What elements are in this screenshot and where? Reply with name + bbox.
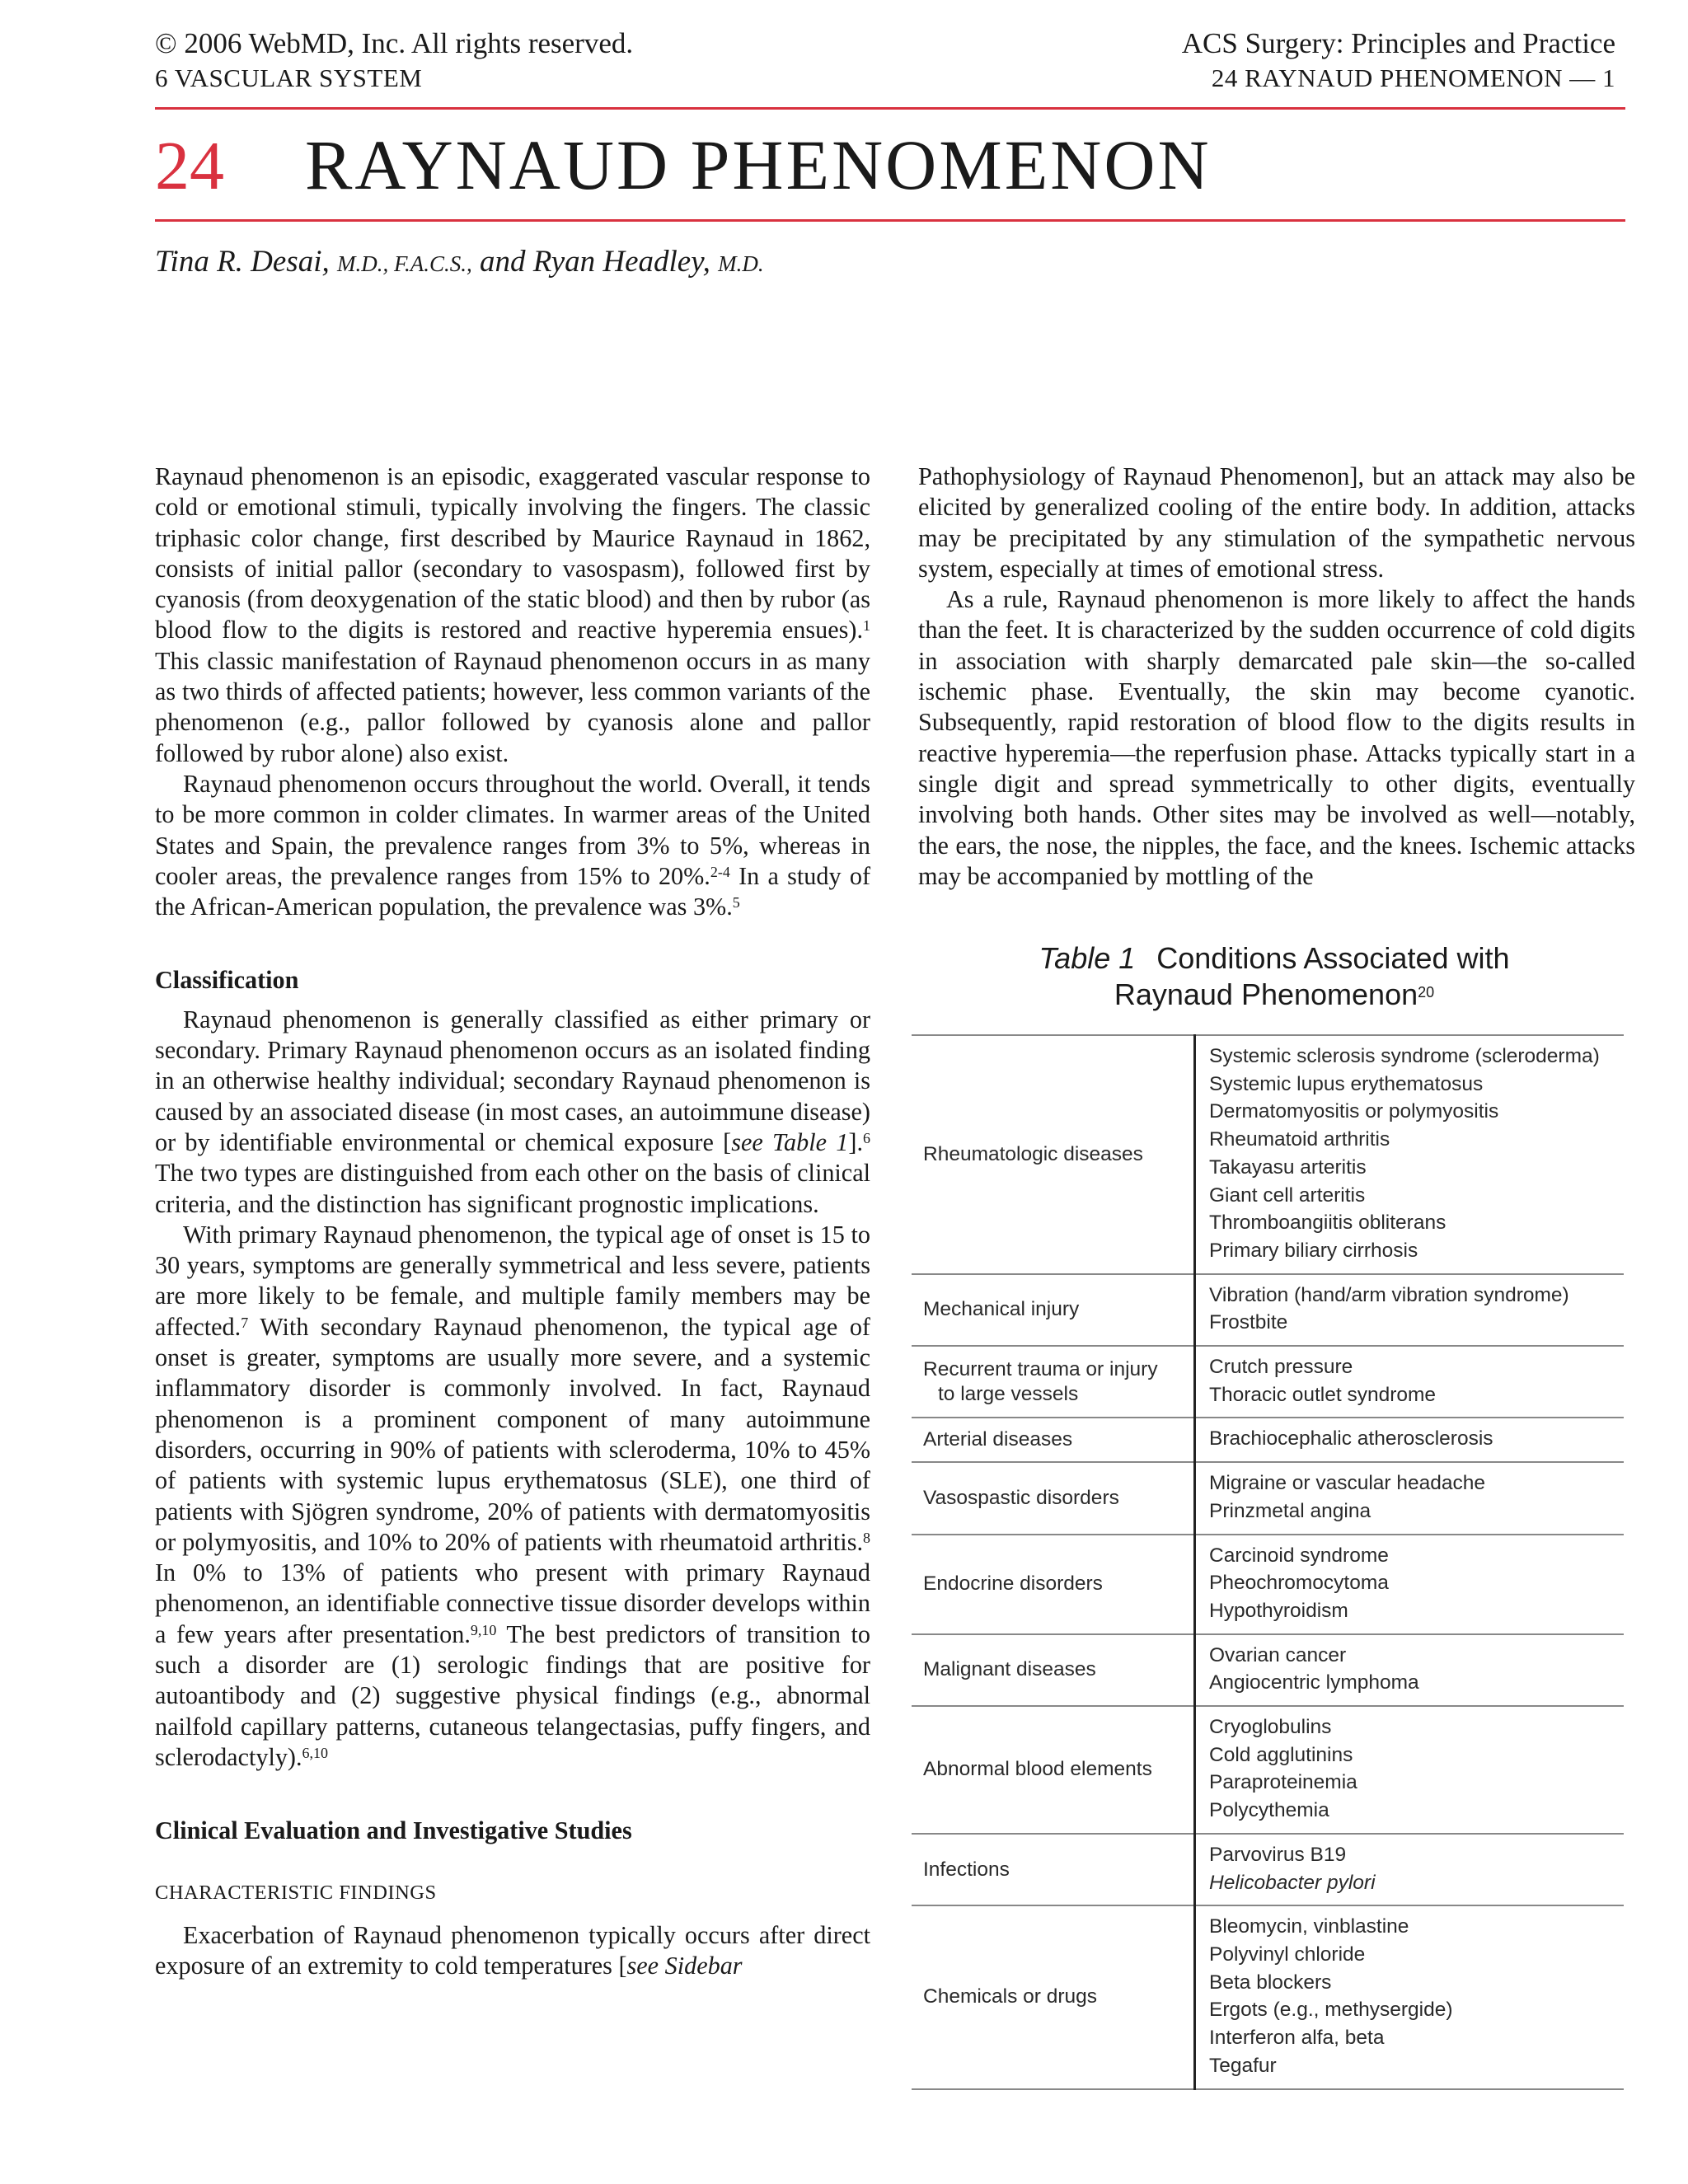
- table-row: [912, 1905, 1624, 2088]
- condition-item: Beta blockers: [1209, 1971, 1332, 1994]
- condition-item: Parvovirus B19: [1209, 1843, 1347, 1866]
- paragraph: Pathophysiology of Raynaud Phenomenon], but an attack may also be elicited by generalized cooling of the entire body. In addition, attacks may be precipitated by any stimulation of the sympathetic nervous system, especially at times of emotional stress.: [918, 462, 1635, 583]
- condition-item: Paraproteinemia: [1209, 1771, 1357, 1794]
- condition-item: Migraine or vascular headache: [1209, 1472, 1486, 1495]
- category-label: Vasospastic disorders: [923, 1486, 1119, 1509]
- section-line: 6 VASCULAR SYSTEM: [155, 63, 423, 92]
- table-category: [912, 1905, 1195, 2088]
- condition-item: Rheumatoid arthritis: [1209, 1128, 1390, 1151]
- condition-item: Polyvinyl chloride: [1209, 1943, 1366, 1966]
- table-row: [912, 1634, 1624, 1706]
- table-conditions: [1195, 1535, 1625, 1634]
- condition-item: Polycythemia: [1209, 1799, 1329, 1822]
- table-row: [912, 1834, 1624, 1905]
- table-category: [912, 1274, 1195, 1346]
- author-1: Tina R. Desai,: [155, 245, 330, 279]
- table-conditions: [1195, 1706, 1625, 1834]
- category-label: Infections: [923, 1858, 1010, 1881]
- running-title: 24 RAYNAUD PHENOMENON — 1: [1211, 63, 1615, 92]
- section-heading-classification: Classification: [155, 966, 299, 995]
- category-label-continued: to large vessels: [938, 1382, 1079, 1405]
- condition-item: Thromboangiitis obliterans: [1209, 1212, 1447, 1235]
- table-row: [912, 1418, 1624, 1462]
- condition-item: Hypothyroidism: [1209, 1599, 1348, 1622]
- condition-item: Dermatomyositis or polymyositis: [1209, 1100, 1499, 1123]
- table-row: [912, 1462, 1624, 1534]
- condition-item: Tegafur: [1209, 2054, 1277, 2077]
- table-conditions: [1195, 1346, 1625, 1418]
- condition-item: Systemic sclerosis syndrome (scleroderma): [1209, 1045, 1600, 1067]
- condition-item: Takayasu arteritis: [1209, 1155, 1367, 1179]
- chapter-title: RAYNAUD PHENOMENON: [305, 125, 1212, 204]
- table-category: [912, 1035, 1195, 1274]
- table-category: [912, 1535, 1195, 1634]
- section-heading-clinical: Clinical Evaluation and Investigative Studies: [155, 1816, 632, 1845]
- table-row: [912, 1274, 1624, 1346]
- condition-item: Ergots (e.g., methysergide): [1209, 1999, 1453, 2022]
- condition-item: Thoracic outlet syndrome: [1209, 1383, 1437, 1406]
- right-column: [918, 462, 1635, 892]
- conditions-table: [912, 1034, 1624, 2090]
- table-conditions: [1195, 1634, 1625, 1706]
- table-category: [912, 1834, 1195, 1905]
- paragraph: As a rule, Raynaud phenomenon is more likely to affect the hands than the feet. It is characterized by the sudden occurrence of cold digits in association with sharply demarcated pale skin—the so-called ischemic phase. Eventually, the skin may become cyanotic. Subsequently, rapid restoration of blood flow to the digits results in reactive hyperemia—the reperfusion phase. Attacks typically start in a single digit and spread symmetrically to other digits, eventually involving both hands. Other sites may be involved as well—notably, the ears, the nose, the nipples, the face, and the knees. Ischemic attacks may be accompanied by mottling of the: [918, 585, 1635, 890]
- author-2: and Ryan Headley,: [480, 245, 710, 279]
- author-2-degrees: M.D.: [718, 251, 764, 276]
- title-rule: [155, 219, 1625, 222]
- book-title: ACS Surgery: Principles and Practice: [1181, 27, 1615, 59]
- table-category: [912, 1418, 1195, 1462]
- table-conditions: [1195, 1418, 1625, 1462]
- table-conditions: [1195, 1274, 1625, 1346]
- condition-item: Primary biliary cirrhosis: [1209, 1239, 1418, 1262]
- table-title-ref: 20: [1418, 984, 1435, 1001]
- condition-item: Brachiocephalic atherosclerosis: [1209, 1427, 1493, 1451]
- table-conditions: [1195, 1834, 1625, 1905]
- table-conditions: [1195, 1905, 1625, 2088]
- table-category: [912, 1706, 1195, 1834]
- condition-item: Prinzmetal angina: [1209, 1499, 1372, 1522]
- paragraph: Raynaud phenomenon is an episodic, exaggerated vascular response to cold or emotional stimuli, typically involving the fingers. The classic triphasic color change, first described by Maurice Raynaud in 1862, consists of initial pallor (secondary to vasospasm), followed first by cyanosis (from deoxygenation of the static blood) and then by rubor (as blood flow to the digits is restored and reactive hyperemia ensues).$^1$ This classic manifestation of Raynaud phenomenon occurs in as many as two thirds of affected patients; however, less common variants of the phenomenon (e.g., pallor followed by cyanosis alone and pallor followed by rubor alone) also exist.: [155, 462, 870, 767]
- condition-item: Cryoglobulins: [1209, 1716, 1332, 1739]
- table-row: [912, 1535, 1624, 1634]
- category-label: Arterial diseases: [923, 1428, 1073, 1451]
- table-row: [912, 1346, 1624, 1418]
- chapter-heading: [155, 124, 1212, 214]
- table-conditions: [1195, 1035, 1625, 1274]
- header-rule: [155, 107, 1625, 110]
- table-title-1: Conditions Associated with: [1156, 941, 1510, 975]
- category-label: Rheumatologic diseases: [923, 1142, 1143, 1165]
- table-row: [912, 1035, 1624, 1274]
- left-column: [155, 462, 870, 1981]
- condition-item: Carcinoid syndrome: [1209, 1544, 1389, 1567]
- condition-item: Crutch pressure: [1209, 1356, 1353, 1379]
- running-header-right: [1182, 26, 1615, 96]
- copyright-line: © 2006 WebMD, Inc. All rights reserved.: [155, 27, 634, 59]
- category-label: Abnormal blood elements: [923, 1758, 1152, 1781]
- condition-item: Interferon alfa, beta: [1209, 2027, 1385, 2050]
- table-category: [912, 1634, 1195, 1706]
- condition-item: Systemic lupus erythematosus: [1209, 1072, 1484, 1095]
- condition-item: Helicobacter pylori: [1209, 1871, 1376, 1894]
- table-caption: [912, 940, 1637, 1013]
- category-label: Endocrine disorders: [923, 1572, 1103, 1596]
- paragraph: Raynaud phenomenon is generally classified as either primary or secondary. Primary Raynaud phenomenon occurs as an isolated finding in an otherwise healthy individual; secondary Raynaud phenomenon is caused by an associated disease (in most cases, an autoimmune disease) or by identifiable environmental or chemical exposure [see Table 1].$^6$ The two types are distinguished from each other on the basis of clinical criteria, and the distinction has significant prognostic implications.: [155, 1005, 870, 1218]
- condition-item: Cold agglutinins: [1209, 1743, 1353, 1766]
- condition-item: Bleomycin, vinblastine: [1209, 1915, 1409, 1938]
- table-number: Table 1: [1039, 941, 1136, 975]
- paragraph: With primary Raynaud phenomenon, the typical age of onset is 15 to 30 years, symptoms are generally symmetrical and less severe, patients are more likely to be female, and multiple family members may be affected.$^7$ With secondary Raynaud phenomenon, the typical age of onset is greater, symptoms are usually more severe, and a systemic inflammatory disorder is commonly involved. In fact, Raynaud phenomenon is a prominent component of many autoimmune disorders, occurring in 90% of patients with scleroderma, 10% to 45% of patients with systemic lupus erythematosus (SLE), one third of patients with Sjögren syndrome, 20% of patients with dermatomyositis or polymyositis, and 10% to 20% of patients with rheumatoid arthritis.$^8$ In 0% to 13% of patients who present with primary Raynaud phenomenon, an identifiable connective tissue disorder develops within a few years after presentation.$^{9,10}$ The best predictors of transition to such a disorder are (1) serologic findings that are positive for autoantibody and (2) suggestive physical findings (e.g., abnormal nailfold capillary patterns, cutaneous telangectasias, puffy fingers, and sclerodactyly).$^{6,10}$: [155, 1220, 870, 1771]
- condition-item: Frostbite: [1209, 1311, 1288, 1334]
- condition-item: Vibration (hand/arm vibration syndrome): [1209, 1283, 1569, 1306]
- table-category: [912, 1346, 1195, 1418]
- category-label: Chemicals or drugs: [923, 1985, 1098, 2008]
- condition-item: Giant cell arteritis: [1209, 1183, 1366, 1207]
- category-label: Mechanical injury: [923, 1298, 1080, 1321]
- table-title-2: Raynaud Phenomenon: [1114, 977, 1418, 1011]
- condition-item: Ovarian cancer: [1209, 1643, 1347, 1666]
- category-label: Malignant diseases: [923, 1658, 1096, 1681]
- paragraph: Exacerbation of Raynaud phenomenon typically occurs after direct exposure of an extremity to cold temperatures [see Sidebar: [155, 1920, 870, 1980]
- table-conditions: [1195, 1462, 1625, 1534]
- author-1-degrees: M.D., F.A.C.S.,: [337, 251, 472, 276]
- paragraph: Raynaud phenomenon occurs throughout the world. Overall, it tends to be more common in colder climates. In warmer areas of the United States and Spain, the prevalence ranges from 3% to 5%, whereas in cooler areas, the prevalence ranges from 15% to 20%.$^{2-4}$ In a study of the African-American population, the prevalence was 3%.$^5$: [155, 769, 870, 921]
- condition-item: Angiocentric lymphoma: [1209, 1671, 1419, 1694]
- category-label: Recurrent trauma or injury: [923, 1357, 1158, 1380]
- chapter-number: 24: [155, 128, 224, 204]
- running-header-left: [155, 26, 633, 96]
- table-row: [912, 1706, 1624, 1834]
- subheading-characteristic: CHARACTERISTIC FINDINGS: [155, 1882, 437, 1905]
- condition-item: Pheochromocytoma: [1209, 1572, 1389, 1595]
- author-line: [155, 244, 764, 279]
- table-category: [912, 1462, 1195, 1534]
